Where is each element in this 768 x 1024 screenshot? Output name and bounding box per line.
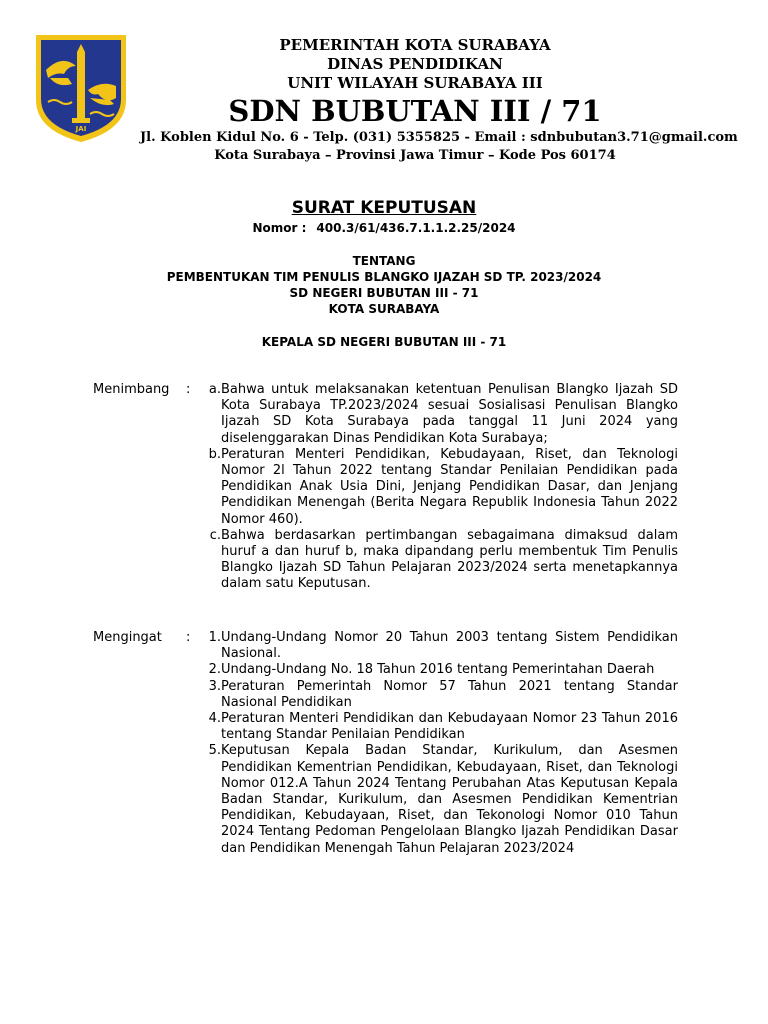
item-text: Undang-Undang No. 18 Tahun 2016 tentang Pemerintahan Daerah xyxy=(221,662,655,678)
item-marker: c. xyxy=(209,527,221,543)
item-text: Peraturan Menteri Pendidikan dan Kebudayaan Nomor 23 Tahun 2016 tentang Standar Penilaian Pendidikan xyxy=(221,711,678,743)
school-region: Kota Surabaya – Provinsi Jawa Timur – Kode Pos 60174 xyxy=(214,148,616,163)
school-address: Jl. Koblen Kidul No. 6 - Telp. (031) 5355825 - Email : sdnbubutan3.71@gmail.com xyxy=(140,130,738,145)
considering-colon: : xyxy=(186,382,191,397)
recalling-item xyxy=(93,679,678,711)
issuer-heading: KEPALA SD NEGERI BUBUTAN III - 71 xyxy=(261,335,507,349)
item-marker: 5. xyxy=(208,743,221,759)
considering-section xyxy=(93,382,678,593)
recalling-section xyxy=(93,630,678,857)
letterhead-government: PEMERINTAH KOTA SURABAYA xyxy=(279,36,551,54)
document-number xyxy=(0,220,768,236)
recalling-item xyxy=(93,630,678,662)
item-text: Undang-Undang Nomor 20 Tahun 2003 tentang Sistem Pendidikan Nasional. xyxy=(221,630,678,662)
item-marker: 1. xyxy=(208,630,221,645)
recalling-item xyxy=(93,743,678,856)
recalling-item xyxy=(93,662,678,678)
surabaya-city-emblem xyxy=(32,32,130,144)
item-marker: 3. xyxy=(208,678,221,694)
item-text: Bahwa untuk melaksanakan ketentuan Penulisan Blangko Ijazah SD Kota Surabaya TP.2023/2024 sesuai Sosialisasi Penulisan Blangko Ijazah SD Kota Surabaya pada tanggal 11 Juni 2024 yang diselenggarakan Dinas Pendidikan Kota Surabaya; xyxy=(221,382,678,446)
document-number-label: Nomor : xyxy=(252,221,307,235)
subject-line: PEMBENTUKAN TIM PENULIS BLANGKO IJAZAH SD TP. 2023/2024 xyxy=(166,270,602,284)
item-text: Peraturan Pemerintah Nomor 57 Tahun 2021 tentang Standar Nasional Pendidikan xyxy=(221,678,678,710)
letterhead-department: DINAS PENDIDIKAN xyxy=(327,55,503,73)
recalling-item xyxy=(93,711,678,743)
item-text: Peraturan Menteri Pendidikan, Kebudayaan, Riset, dan Teknologi Nomor 2l Tahun 2022 tentang Standar Penilaian Pendidikan pada Pendidikan Anak Usia Dini, Jenjang Pendidikan Dasar, dan Jenjang Pendidikan Menengah (Berita Negara Republik Indonesia Tahun 2022 Nomor 460). xyxy=(221,446,678,527)
letterhead xyxy=(140,36,738,164)
svg-text:JAI: JAI xyxy=(75,125,87,133)
subject-heading: TENTANG xyxy=(352,254,416,268)
document-number-value: 400.3/61/436.7.1.1.2.25/2024 xyxy=(316,221,516,235)
recalling-label: Mengingat xyxy=(93,630,162,645)
subject-line: SD NEGERI BUBUTAN III - 71 xyxy=(289,286,479,300)
item-marker: a. xyxy=(208,382,221,397)
subject-line: KOTA SURABAYA xyxy=(328,302,440,316)
letterhead-unit: UNIT WILAYAH SURABAYA III xyxy=(287,74,543,92)
document-title: SURAT KEPUTUSAN xyxy=(291,198,477,218)
school-name: SDN BUBUTAN III / 71 xyxy=(228,94,602,128)
item-marker: b. xyxy=(208,446,221,462)
item-marker: 2. xyxy=(208,662,221,678)
considering-label: Menimbang xyxy=(93,382,170,397)
item-text: Keputusan Kepala Badan Standar, Kurikulum, dan Asesmen Pendidikan Kementrian Pendidikan, Kebudayaan, Riset, dan Teknologi Nomor 012.A Tahun 2024 Tentang Perubahan Atas Keputusan Kepala Badan Standar, Kurikulum, dan Asesmen Pendidikan Kementrian Pendidikan, Kebudayaan, Riset, dan Tekonologi Nomor 010 Tahun 2024 Tentang Pedoman Pengelolaan Blangko Ijazah Pendidikan Dasar dan Pendidikan Menengah Tahun Pelajaran 2023/2024 xyxy=(221,743,678,856)
considering-item xyxy=(93,382,678,447)
subject-block xyxy=(0,253,768,317)
item-text: Bahwa berdasarkan pertimbangan sebagaimana dimaksud dalam huruf a dan huruf b, maka dipandang perlu membentuk Tim Penulis Blangko Ijazah SD Tahun Pelajaran 2023/2024 serta menetapkannya dalam satu Keputusan. xyxy=(221,527,678,592)
item-marker: 4. xyxy=(208,711,221,727)
considering-item xyxy=(93,447,678,528)
considering-item xyxy=(93,528,678,593)
recalling-colon: : xyxy=(186,630,191,645)
